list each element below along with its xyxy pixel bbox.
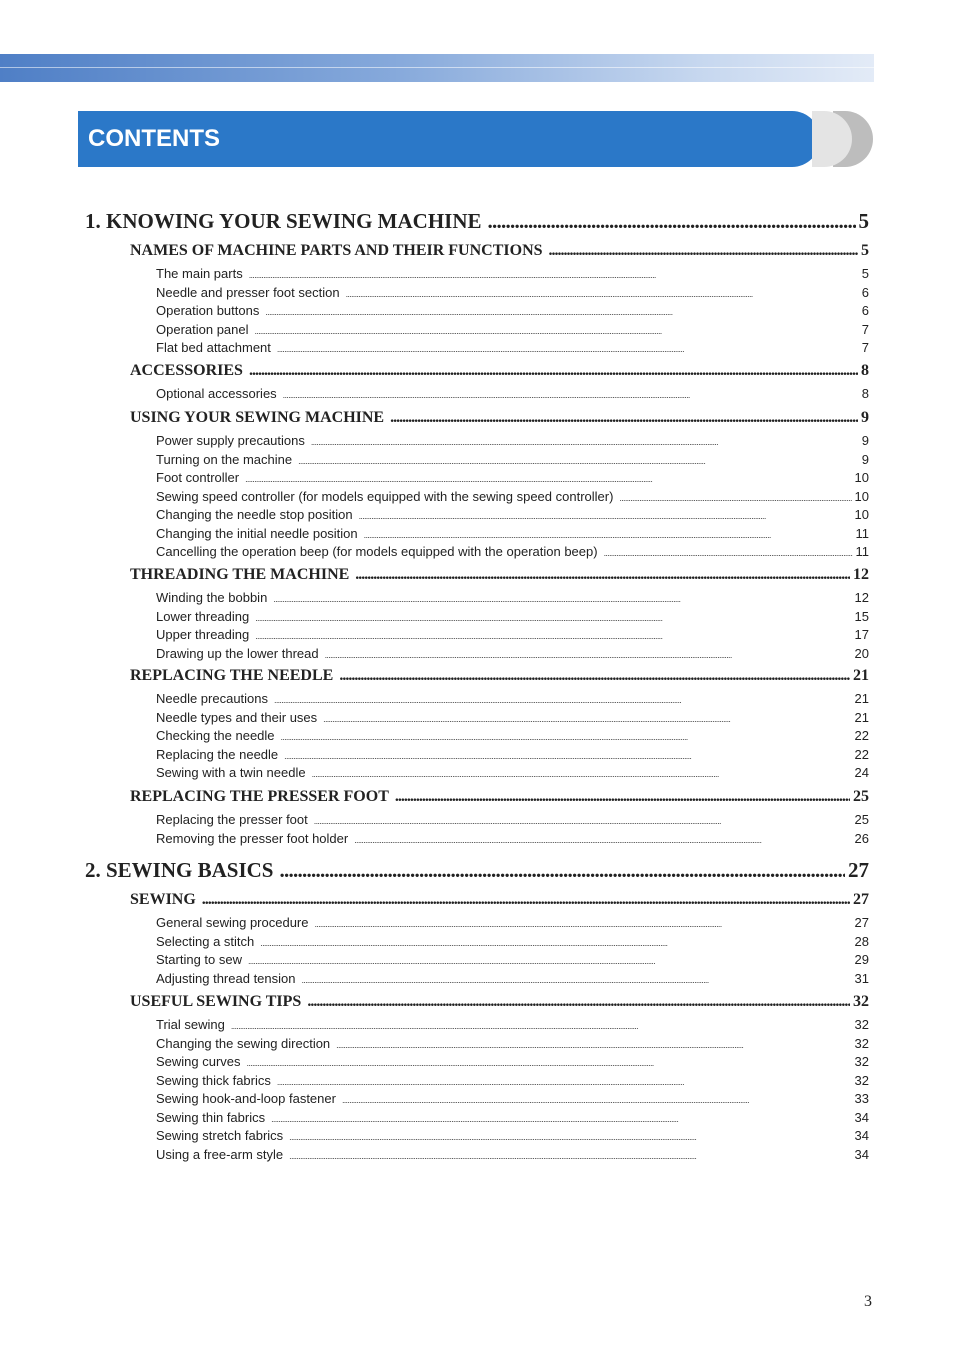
toc-entry-title: Flat bed attachment — [156, 340, 271, 355]
dot-leader — [488, 209, 856, 234]
toc-entry-title: Cancelling the operation beep (for models equipped with the operation beep) — [156, 544, 598, 559]
dot-leader — [355, 566, 850, 584]
toc-section-page: 9 — [861, 409, 869, 426]
toc-entry-title: Turning on the machine — [156, 451, 293, 467]
toc-entry[interactable] — [156, 489, 869, 504]
toc-entry-page: 7 — [861, 321, 869, 337]
toc-entry[interactable] — [156, 1110, 869, 1125]
toc-section[interactable] — [130, 362, 869, 380]
toc-entry[interactable] — [156, 526, 869, 541]
toc-entry-page: 11 — [855, 544, 869, 559]
dot-leader — [202, 891, 850, 909]
toc-entry-title: Optional accessories — [156, 386, 277, 401]
toc-entry-title: Operation buttons — [156, 303, 260, 318]
toc-entry[interactable] — [156, 765, 869, 780]
toc-entry-page: 33 — [854, 1091, 869, 1106]
toc-section[interactable] — [130, 566, 869, 584]
dot-leader — [245, 474, 851, 484]
dot-leader — [247, 1058, 852, 1068]
dot-leader — [255, 631, 851, 641]
toc-section-page: 8 — [861, 362, 869, 379]
toc-entry[interactable] — [156, 1147, 869, 1162]
toc-entry[interactable] — [156, 470, 869, 485]
toc-entry-page: 27 — [854, 915, 869, 930]
dot-leader — [354, 835, 851, 845]
toc-entry[interactable] — [156, 728, 869, 743]
toc-entry-page: 21 — [854, 691, 869, 706]
toc-entry-title: Upper threading — [156, 627, 250, 642]
toc-entry[interactable] — [156, 544, 869, 559]
toc-entry[interactable] — [156, 747, 869, 762]
dot-leader — [339, 667, 850, 685]
toc-entry-title: Sewing stretch fabrics — [156, 1128, 284, 1143]
toc-entry-page: 10 — [854, 507, 869, 522]
toc-section-title: REPLACING THE NEEDLE — [130, 667, 334, 684]
toc-section[interactable] — [130, 993, 869, 1011]
dot-leader — [249, 362, 858, 380]
toc-section-title: ACCESSORIES — [130, 362, 243, 379]
toc-entry-page: 34 — [854, 1109, 869, 1125]
toc-entry[interactable] — [156, 915, 869, 930]
toc-chapter-page: 5 — [858, 209, 869, 233]
toc-entry[interactable] — [156, 507, 869, 522]
toc-entry-title: Changing the needle stop position — [156, 507, 353, 522]
dot-leader — [359, 511, 852, 521]
toc-entry[interactable] — [156, 971, 869, 986]
toc-entry-page: 32 — [854, 1035, 869, 1051]
dot-leader — [274, 695, 852, 705]
toc-entry-title: Needle types and their uses — [156, 709, 318, 725]
toc-entry[interactable] — [156, 691, 869, 706]
toc-section-page: 21 — [853, 667, 869, 684]
toc-entry[interactable] — [156, 1054, 869, 1069]
dot-leader — [249, 270, 859, 280]
toc-entry-page: 34 — [854, 1146, 869, 1162]
toc-entry-page: 32 — [854, 1072, 869, 1088]
toc-entry-title: Replacing the needle — [156, 746, 279, 762]
toc-entry[interactable] — [156, 303, 869, 318]
toc-entry-title: Selecting a stitch — [156, 933, 255, 949]
toc-section[interactable] — [130, 242, 869, 260]
dot-leader — [619, 493, 851, 503]
toc-section-title: NAMES OF MACHINE PARTS AND THEIR FUNCTIONS — [130, 242, 543, 259]
toc-entry-title: Winding the bobbin — [156, 590, 268, 605]
toc-entry[interactable] — [156, 433, 869, 448]
toc-entry[interactable] — [156, 609, 869, 624]
dot-leader — [314, 919, 851, 929]
dot-leader — [277, 1077, 852, 1087]
toc-entry-title: Sewing thick fabrics — [156, 1072, 271, 1088]
toc-entry[interactable] — [156, 1091, 869, 1106]
dot-leader — [604, 548, 853, 558]
toc-entry-page: 11 — [855, 525, 869, 541]
toc-entry-title: Sewing curves — [156, 1054, 241, 1069]
dot-leader — [255, 613, 851, 623]
toc-entry-page: 8 — [861, 386, 869, 401]
dot-leader — [311, 437, 859, 447]
page-title: CONTENTS — [88, 125, 220, 152]
toc-entry-title: Starting to sew — [156, 952, 242, 967]
dot-leader — [325, 650, 852, 660]
dot-leader — [390, 409, 858, 427]
toc-entry-page: 25 — [854, 812, 869, 827]
toc-chapter-title: 1. KNOWING YOUR SEWING MACHINE — [85, 209, 482, 233]
toc-entry-page: 9 — [861, 433, 869, 448]
toc-section-page: 27 — [853, 891, 869, 908]
toc-entry[interactable] — [156, 340, 869, 355]
toc-entry-page: 5 — [861, 266, 869, 281]
toc-entry-page: 15 — [854, 608, 869, 624]
toc-entry[interactable] — [156, 266, 869, 281]
toc-entry-page: 10 — [854, 488, 869, 504]
toc-entry-title: Changing the sewing direction — [156, 1035, 331, 1051]
toc-entry-page: 29 — [854, 952, 869, 967]
dot-leader — [289, 1151, 851, 1161]
toc-chapter[interactable] — [85, 858, 869, 883]
toc-entry-page: 34 — [854, 1128, 869, 1143]
toc-entry-page: 26 — [854, 830, 869, 846]
toc-entry-title: Changing the initial needle position — [156, 525, 358, 541]
toc-entry-page: 32 — [854, 1054, 869, 1069]
dot-leader — [279, 858, 845, 883]
dot-leader — [273, 594, 851, 604]
toc-section-title: THREADING THE MACHINE — [130, 566, 350, 583]
toc-entry-title: Adjusting thread tension — [156, 970, 296, 986]
dot-leader — [265, 307, 858, 317]
toc-entry-title: Using a free-arm style — [156, 1146, 284, 1162]
toc-entry[interactable] — [156, 627, 869, 642]
toc-entry-page: 22 — [854, 728, 869, 743]
dot-leader — [395, 788, 850, 806]
dot-leader — [231, 1021, 852, 1031]
toc-section[interactable] — [130, 667, 869, 685]
dot-leader — [323, 714, 851, 724]
toc-entry[interactable] — [156, 646, 869, 661]
toc-entry-title: Sewing thin fabrics — [156, 1109, 266, 1125]
toc-entry[interactable] — [156, 710, 869, 725]
toc-entry-page: 20 — [854, 645, 869, 661]
toc-entry[interactable] — [156, 952, 869, 967]
toc-section[interactable] — [130, 788, 869, 806]
toc-chapter-title: 2. SEWING BASICS — [85, 858, 274, 882]
toc-entry-page: 32 — [854, 1017, 869, 1032]
toc-entry-title: Sewing with a twin needle — [156, 765, 306, 780]
dot-leader — [298, 456, 859, 466]
toc-entry-page: 7 — [861, 340, 869, 355]
toc-section[interactable] — [130, 409, 869, 427]
toc-section-page: 5 — [861, 242, 869, 259]
toc-section-title: SEWING — [130, 891, 196, 908]
toc-section[interactable] — [130, 891, 869, 909]
toc-entry[interactable] — [156, 285, 869, 300]
toc-entry-page: 12 — [854, 590, 869, 605]
dot-leader — [260, 938, 851, 948]
toc-entry-title: Power supply precautions — [156, 433, 305, 448]
toc-entry-page: 21 — [854, 709, 869, 725]
toc-entry-title: Trial sewing — [156, 1017, 225, 1032]
dot-leader — [346, 289, 859, 299]
toc-entry-title: Needle and presser foot section — [156, 284, 340, 300]
toc-section-title: USEFUL SEWING TIPS — [130, 993, 302, 1010]
toc-entry-title: The main parts — [156, 266, 243, 281]
dot-leader — [248, 956, 852, 966]
toc-section-page: 32 — [853, 993, 869, 1010]
toc-entry-title: Replacing the presser foot — [156, 812, 308, 827]
toc-entry-page: 6 — [861, 303, 869, 318]
toc-entry-title: General sewing procedure — [156, 915, 309, 930]
toc-entry[interactable] — [156, 1036, 869, 1051]
toc-entry-page: 28 — [854, 933, 869, 949]
dot-leader — [549, 242, 858, 260]
dot-leader — [284, 751, 851, 761]
dot-leader — [336, 1040, 851, 1050]
toc-section-page: 12 — [853, 566, 869, 583]
toc-entry[interactable] — [156, 452, 869, 467]
toc-entry-page: 17 — [854, 627, 869, 642]
header-gradient-band — [0, 54, 874, 82]
page-number: 3 — [864, 1293, 872, 1310]
dot-leader — [277, 344, 859, 354]
toc-entry[interactable] — [156, 386, 869, 401]
toc-entry-title: Operation panel — [156, 321, 249, 337]
toc-entry-title: Removing the presser foot holder — [156, 830, 349, 846]
dot-leader — [342, 1095, 852, 1105]
toc-section-title: USING YOUR SEWING MACHINE — [130, 409, 385, 426]
toc-chapter-page: 27 — [848, 858, 869, 882]
dot-leader — [281, 732, 852, 742]
toc-section-title: REPLACING THE PRESSER FOOT — [130, 788, 389, 805]
toc-entry-page: 6 — [861, 284, 869, 300]
toc-entry-page: 22 — [854, 746, 869, 762]
toc-entry-title: Sewing speed controller (for models equipped with the sewing speed controller) — [156, 488, 614, 504]
toc-entry-title: Foot controller — [156, 470, 240, 485]
toc-entry-page: 9 — [861, 451, 869, 467]
toc-entry[interactable] — [156, 831, 869, 846]
toc-entry-page: 31 — [854, 970, 869, 986]
dot-leader — [314, 816, 852, 826]
dot-leader — [283, 390, 859, 400]
dot-leader — [307, 993, 850, 1011]
toc-entry[interactable] — [156, 1128, 869, 1143]
toc-entry[interactable] — [156, 1017, 869, 1032]
toc-entry-page: 10 — [854, 470, 869, 485]
toc-entry-title: Drawing up the lower thread — [156, 645, 319, 661]
dot-leader — [364, 530, 853, 540]
toc-entry[interactable] — [156, 590, 869, 605]
toc-entry[interactable] — [156, 1073, 869, 1088]
toc-entry-title: Needle precautions — [156, 691, 269, 706]
toc-entry-title: Checking the needle — [156, 728, 275, 743]
dot-leader — [301, 975, 851, 985]
dot-leader — [312, 769, 852, 779]
toc-entry[interactable] — [156, 812, 869, 827]
dot-leader — [271, 1114, 851, 1124]
contents-header-bar — [78, 111, 820, 167]
toc-entry[interactable] — [156, 322, 869, 337]
toc-section-page: 25 — [853, 788, 869, 805]
toc-entry-title: Sewing hook-and-loop fastener — [156, 1091, 336, 1106]
dot-leader — [289, 1132, 851, 1142]
toc-entry-page: 24 — [854, 765, 869, 780]
toc-entry-title: Lower threading — [156, 608, 250, 624]
toc-chapter[interactable] — [85, 209, 869, 234]
dot-leader — [255, 326, 859, 336]
toc-entry[interactable] — [156, 934, 869, 949]
